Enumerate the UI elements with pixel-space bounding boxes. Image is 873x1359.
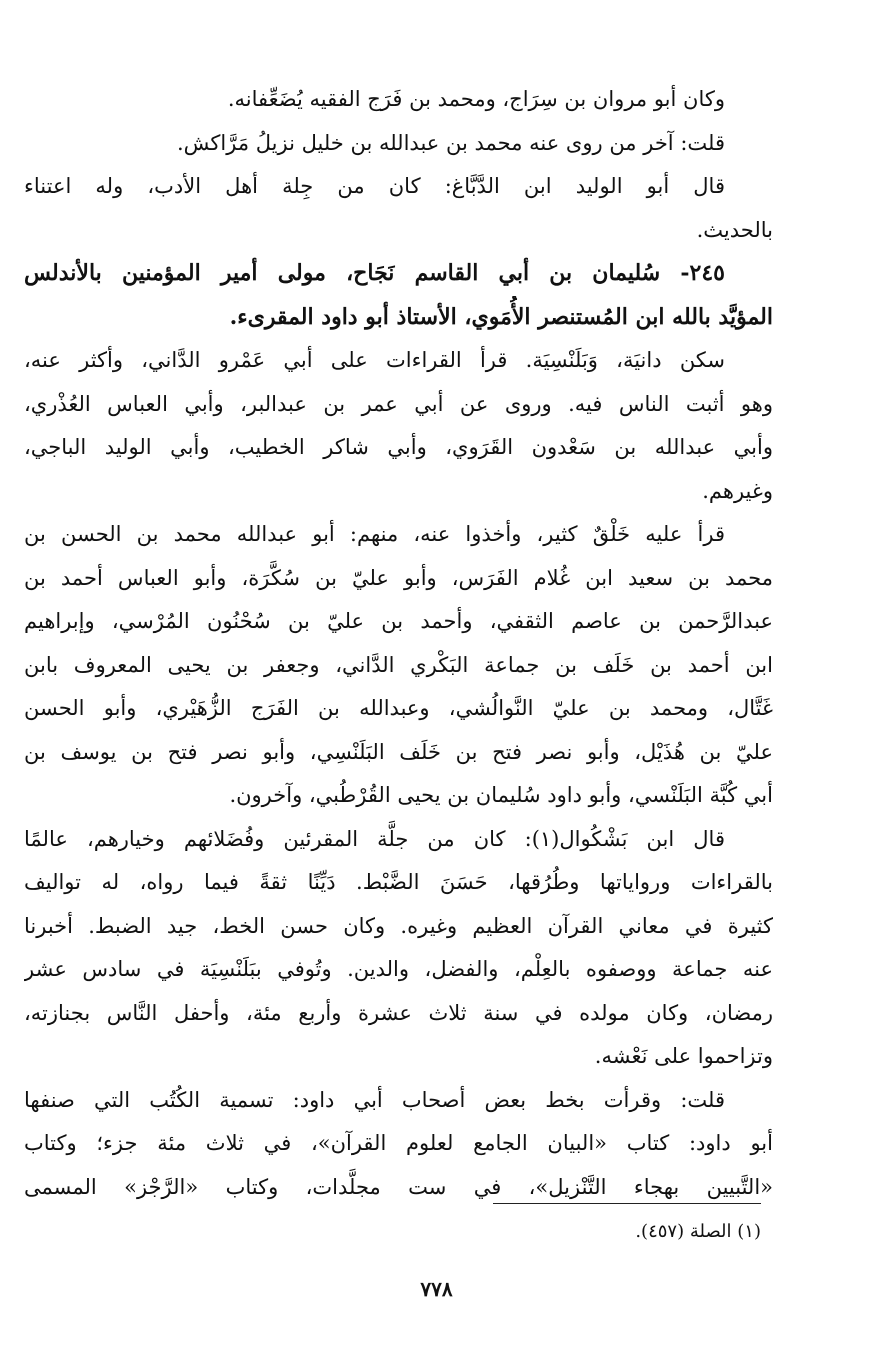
main-text: [24, 78, 773, 1209]
text-line: قال أبو الوليد ابن الدَّبَّاغ: كان من جِلة أهل الأدب، وله اعتناء: [24, 174, 725, 198]
text-line: «التَّبيين بهجاء التَّنْزيل»، في ست مجلَّدات، وكتاب «الرَّجْز» المسمى: [24, 1174, 773, 1199]
text-line: أبو داود: كتاب «البيان الجامع لعلوم القرآن»، في ثلاث مئة جزء؛ وكتاب: [24, 1131, 773, 1155]
text-line: قلت: آخر من روى عنه محمد بن عبدالله بن خليل نزيلُ مَرَّاكش.: [176, 130, 725, 155]
text-line: عنه جماعة ووصفوه بالعِلْم، والفضل، والدين. وتُوفي ببَلَنْسِيَة في سادس عشر: [24, 957, 773, 981]
text-line: وكان أبو مروان بن سِرَاج، ومحمد بن فَرَج الفقيه يُضَعِّفانه.: [227, 87, 725, 111]
text-line: عليّ بن هُذَيْل، وأبو نصر فتح بن خَلَف البَلَنْسِي، وأبو نصر فتح بن يوسف بن: [24, 739, 773, 764]
text-line: بالحديث.: [696, 217, 773, 242]
text-line: رمضان، وكان مولده في سنة ثلاث عشرة وأربع مئة، وأحفل النَّاس بجنازته،: [24, 1000, 773, 1025]
footnote: (١) الصلة (٤٥٧).: [635, 1221, 761, 1242]
text-line: وتزاحموا على نَعْشه.: [594, 1044, 773, 1068]
text-line: كثيرة في معاني القرآن العظيم وغيره. وكان حسن الخط، جيد الضبط. أخبرنا: [24, 913, 773, 938]
text-line: وأبي عبدالله بن سَعْدون القَرَوي، وأبي شاكر الخطيب، وأبي الوليد الباجي،: [24, 435, 773, 459]
text-line: عبدالرَّحمن بن عاصم الثقفي، وأحمد بن عليّ بن سُحْنُون المُرْسي، وإبراهيم: [24, 609, 773, 633]
text-line: قلت: وقرأت بخط بعض أصحاب أبي داود: تسمية الكُتُب التي صنفها: [24, 1087, 725, 1112]
page-number: ٧٧٨: [420, 1277, 453, 1301]
text-line: وهو أثبت الناس فيه. وروى عن أبي عمر بن عبدالبر، وأبي العباس العُذْري،: [24, 391, 773, 416]
text-line: قرأ عليه خَلْقٌ كثير، وأخذوا عنه، منهم: أبو عبدالله محمد بن الحسن بن: [24, 522, 725, 546]
footnote-divider: [493, 1203, 761, 1204]
entry-heading-line: المؤيَّد بالله ابن المُستنصر الأُمَوي، الأستاذ أبو داود المقرىء.: [229, 303, 773, 330]
entry-heading-line: ٢٤٥- سُليمان بن أبي القاسم نَجَاح، مولى أمير المؤمنين بالأندلس: [24, 260, 725, 286]
text-line: قال ابن بَشْكُوال(١): كان من جلَّة المقرئين وفُضَلائهم وخيارهم، عالمًا: [24, 826, 725, 851]
text-line: بالقراءات ورواياتها وطُرُقها، حَسَنَ الضَّبْط. دَيِّنًا ثقةً فيما رواه، له تواليف: [24, 870, 773, 894]
text-line: أبي كُبَّة البَلَنْسي، وأبو داود سُليمان بن يحيى القُرْطُبي، وآخرون.: [229, 783, 773, 807]
text-line: وغيرهم.: [702, 478, 773, 503]
text-line: محمد بن سعيد ابن غُلام الفَرَس، وأبو عليّ بن سُكَّرَة، وأبو العباس أحمد بن: [24, 565, 773, 590]
text-line: ابن أحمد بن خَلَف بن جماعة البَكْري الدَّاني، وجعفر بن يحيى المعروف بابن: [24, 652, 773, 677]
text-line: غَتَّال، ومحمد بن عليّ النَّوالُشي، وعبدالله بن الفَرَج الزُّهَيْري، وأبو الحسن: [24, 696, 773, 720]
text-line: سكن دانيَة، وَبَلَنْسِيَة. قرأ القراءات على أبي عَمْرو الدَّاني، وأكثر عنه،: [24, 348, 725, 372]
